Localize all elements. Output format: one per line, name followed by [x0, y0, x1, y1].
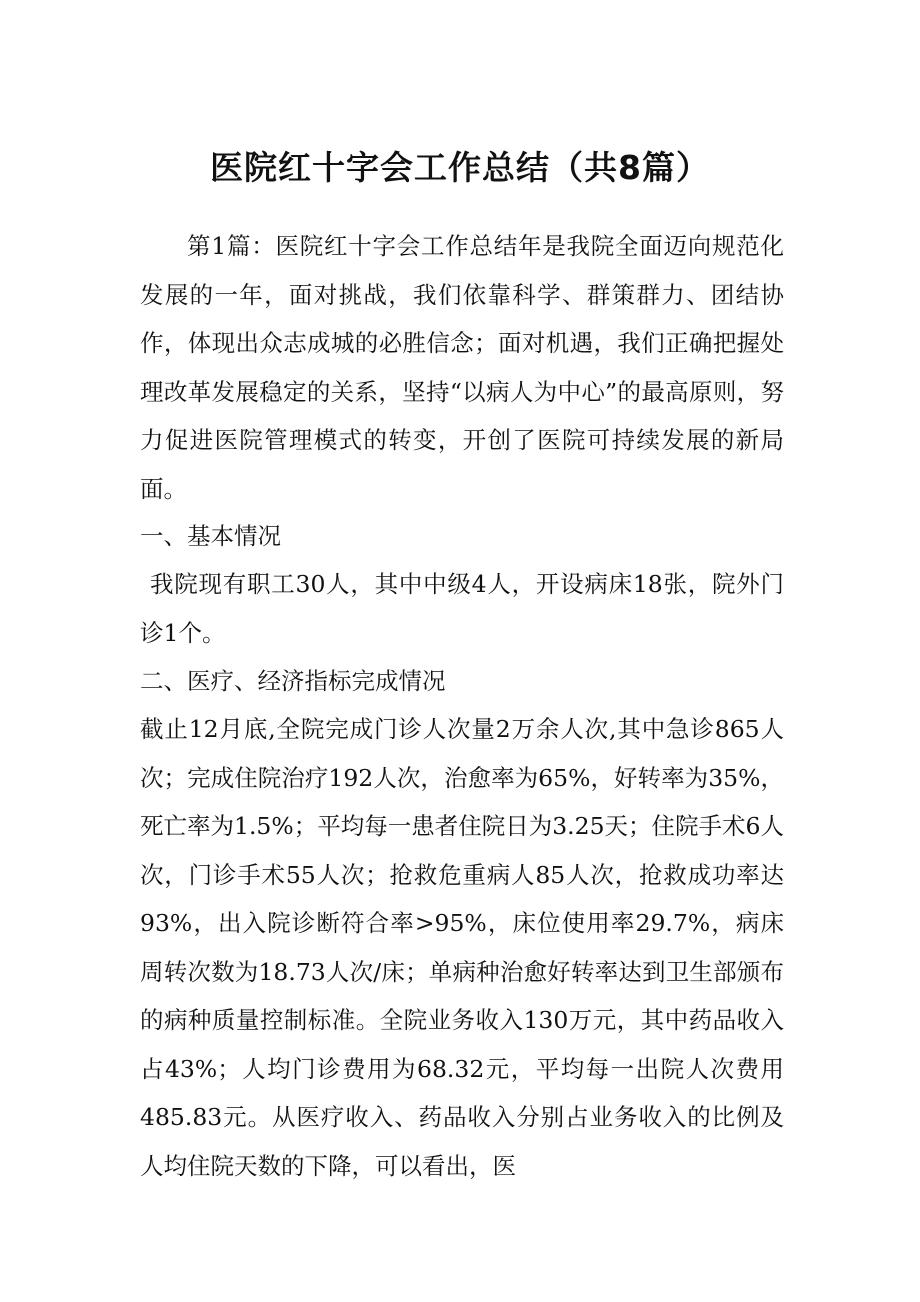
paragraph-intro: 第1篇：医院红十字会工作总结年是我院全面迈向规范化发展的一年，面对挑战，我们依靠科学、群策群力、团结协作，体现出众志成城的必胜信念；面对机遇，我们正确把握处理改革发展稳定的关系，坚持“以病人为中心”的最高原则，努力促进医院管理模式的转变，开创了医院可持续发展的新局面。: [140, 232, 784, 503]
document-title: 医院红十字会工作总结（共8篇）: [210, 148, 710, 187]
paragraph-basic-situation: 我院现有职工30人，其中中级4人，开设病床18张，院外门诊1个。: [140, 570, 784, 647]
paragraph-medical-economic-indicators: 截止12月底,全院完成门诊人次量2万余人次,其中急诊865人次；完成住院治疗192人次，治愈率为65%，好转率为35%，死亡率为1.5%；平均每一患者住院日为3.25天；住院手术6人次，门诊手术55人次；抢救危重病人85人次，抢救成功率达93%，出入院诊断符合率>95%，床位使用率29.7%，病床周转次数为18.73人次/床；单病种治愈好转率达到卫生部颁布的病种质量控制标准。全院业务收入130万元，其中药品收入占43%；人均门诊费用为68.32元，平均每一出院人次费用485.83元。从医疗收入、药品收入分别占业务收入的比例及人均住院天数的下降，可以看出，医: [140, 715, 784, 1180]
section-heading-basic-situation: 一、基本情况: [140, 522, 281, 550]
section-heading-medical-economic-indicators: 二、医疗、经济指标完成情况: [140, 667, 446, 695]
